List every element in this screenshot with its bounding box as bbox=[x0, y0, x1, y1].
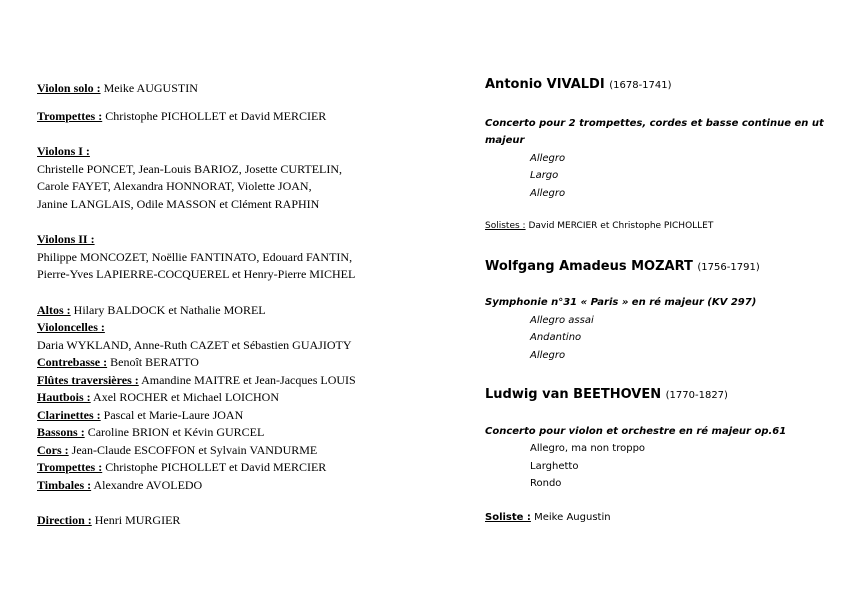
work-title: Concerto pour violon et orchestre en ré majeur op.61 bbox=[485, 425, 787, 437]
musician-names: Pierre-Yves LAPIERRE-COCQUEREL et Henry-Pierre MICHEL bbox=[37, 267, 356, 281]
section-label: Bassons : bbox=[37, 425, 85, 439]
musician-names: Daria WYKLAND, Anne-Ruth CAZET et Sébastien GUAJIOTY bbox=[37, 337, 352, 352]
movement: Allegro bbox=[530, 152, 566, 164]
musician-line bbox=[37, 143, 437, 161]
musician-line bbox=[37, 249, 437, 267]
section-label: Violons II : bbox=[37, 232, 95, 246]
section-label: Timbales : bbox=[37, 477, 92, 492]
musician-names: Christelle PONCET, Jean-Louis BARIOZ, Josette CURTELIN, bbox=[37, 161, 343, 176]
program-item bbox=[485, 258, 845, 365]
movement: Allegro bbox=[530, 187, 566, 199]
composer-heading bbox=[485, 76, 845, 95]
musician-line bbox=[37, 231, 437, 249]
section-label: Altos : bbox=[37, 302, 71, 317]
musician-line bbox=[37, 196, 437, 214]
composer-name: Antonio VIVALDI bbox=[485, 77, 605, 92]
musician-line bbox=[37, 302, 437, 320]
program bbox=[485, 76, 845, 526]
section-label: Violons I : bbox=[37, 144, 90, 158]
composer-dates: (1756-1791) bbox=[697, 261, 760, 273]
movement: Allegro bbox=[530, 349, 566, 361]
soloist-name: Meike Augustin bbox=[534, 511, 611, 523]
composer-dates: (1770-1827) bbox=[665, 390, 728, 401]
musicians-list bbox=[37, 80, 437, 530]
composer-dates: (1678-1741) bbox=[609, 80, 672, 91]
section-label: Trompettes : bbox=[37, 108, 103, 123]
section-label: Flûtes traversières : bbox=[37, 372, 139, 387]
musician-line bbox=[37, 337, 437, 355]
work-title: Concerto pour 2 trompettes, cordes et basse continue en ut majeur bbox=[485, 117, 824, 146]
musician-names: Pascal et Marie-Laure JOAN bbox=[103, 407, 244, 422]
program-item bbox=[485, 76, 845, 236]
section-label: Violoncelles : bbox=[37, 320, 105, 334]
musician-line bbox=[37, 80, 437, 98]
soloist-name: David MERCIER et Christophe PICHOLLET bbox=[528, 221, 714, 231]
section-label: Clarinettes : bbox=[37, 407, 101, 422]
musician-line bbox=[37, 477, 437, 495]
musician-line bbox=[37, 319, 437, 337]
musician-line bbox=[37, 407, 437, 425]
musician-line bbox=[37, 389, 437, 407]
section-label: Cors : bbox=[37, 442, 69, 457]
soloist-line bbox=[485, 218, 845, 236]
musician-names: Hilary BALDOCK et Nathalie MOREL bbox=[73, 302, 266, 317]
musician-names: Janine LANGLAIS, Odile MASSON et Clément RAPHIN bbox=[37, 196, 320, 211]
musician-line bbox=[37, 424, 437, 442]
soloist-label: Solistes : bbox=[485, 221, 526, 231]
composer-heading bbox=[485, 386, 845, 405]
musician-line bbox=[37, 442, 437, 460]
composer-name: Wolfgang Amadeus MOZART bbox=[485, 258, 693, 274]
musician-line bbox=[37, 108, 437, 126]
musician-names: Christophe PICHOLLET et David MERCIER bbox=[105, 460, 327, 474]
musician-line bbox=[37, 354, 437, 372]
movement: Andantino bbox=[530, 332, 582, 343]
composer-heading bbox=[485, 258, 845, 277]
musician-names: Amandine MAITRE et Jean-Jacques LOUIS bbox=[141, 372, 356, 387]
musician-line bbox=[37, 512, 437, 530]
musician-line bbox=[37, 161, 437, 179]
section-label: Trompettes : bbox=[37, 460, 103, 474]
soloist-line bbox=[485, 509, 845, 527]
movement: Allegro assai bbox=[530, 314, 594, 326]
section-label: Direction : bbox=[37, 513, 92, 527]
musician-names: Alexandre AVOLEDO bbox=[93, 477, 203, 492]
musician-line bbox=[37, 459, 437, 477]
musician-names: Meike AUGUSTIN bbox=[103, 81, 198, 95]
work-title: Symphonie n°31 « Paris » en ré majeur (KV 297) bbox=[485, 297, 757, 308]
musician-names: Caroline BRION et Kévin GURCEL bbox=[87, 425, 265, 439]
soloist-label: Soliste : bbox=[485, 511, 531, 523]
movement: Rondo bbox=[530, 478, 562, 489]
movement: Larghetto bbox=[530, 460, 579, 472]
movement: Allegro, ma non troppo bbox=[530, 443, 646, 454]
musician-names: Benoît BERATTO bbox=[110, 355, 199, 369]
musician-names: Jean-Claude ESCOFFON et Sylvain VANDURME bbox=[71, 442, 318, 457]
musician-names: Carole FAYET, Alexandra HONNORAT, Violette JOAN, bbox=[37, 179, 312, 193]
program-item bbox=[485, 386, 845, 526]
musician-names: Philippe MONCOZET, Noëllie FANTINATO, Edouard FANTIN, bbox=[37, 249, 353, 264]
musician-line bbox=[37, 372, 437, 390]
musician-names: Christophe PICHOLLET et David MERCIER bbox=[105, 108, 327, 123]
musician-line bbox=[37, 178, 437, 196]
section-label: Violon solo : bbox=[37, 81, 101, 95]
movement: Largo bbox=[530, 170, 559, 181]
musician-names: Henri MURGIER bbox=[94, 513, 181, 527]
musician-line bbox=[37, 266, 437, 284]
section-label: Hautbois : bbox=[37, 390, 91, 404]
musician-names: Axel ROCHER et Michael LOICHON bbox=[93, 390, 280, 404]
composer-name: Ludwig van BEETHOVEN bbox=[485, 387, 662, 402]
section-label: Contrebasse : bbox=[37, 355, 108, 369]
